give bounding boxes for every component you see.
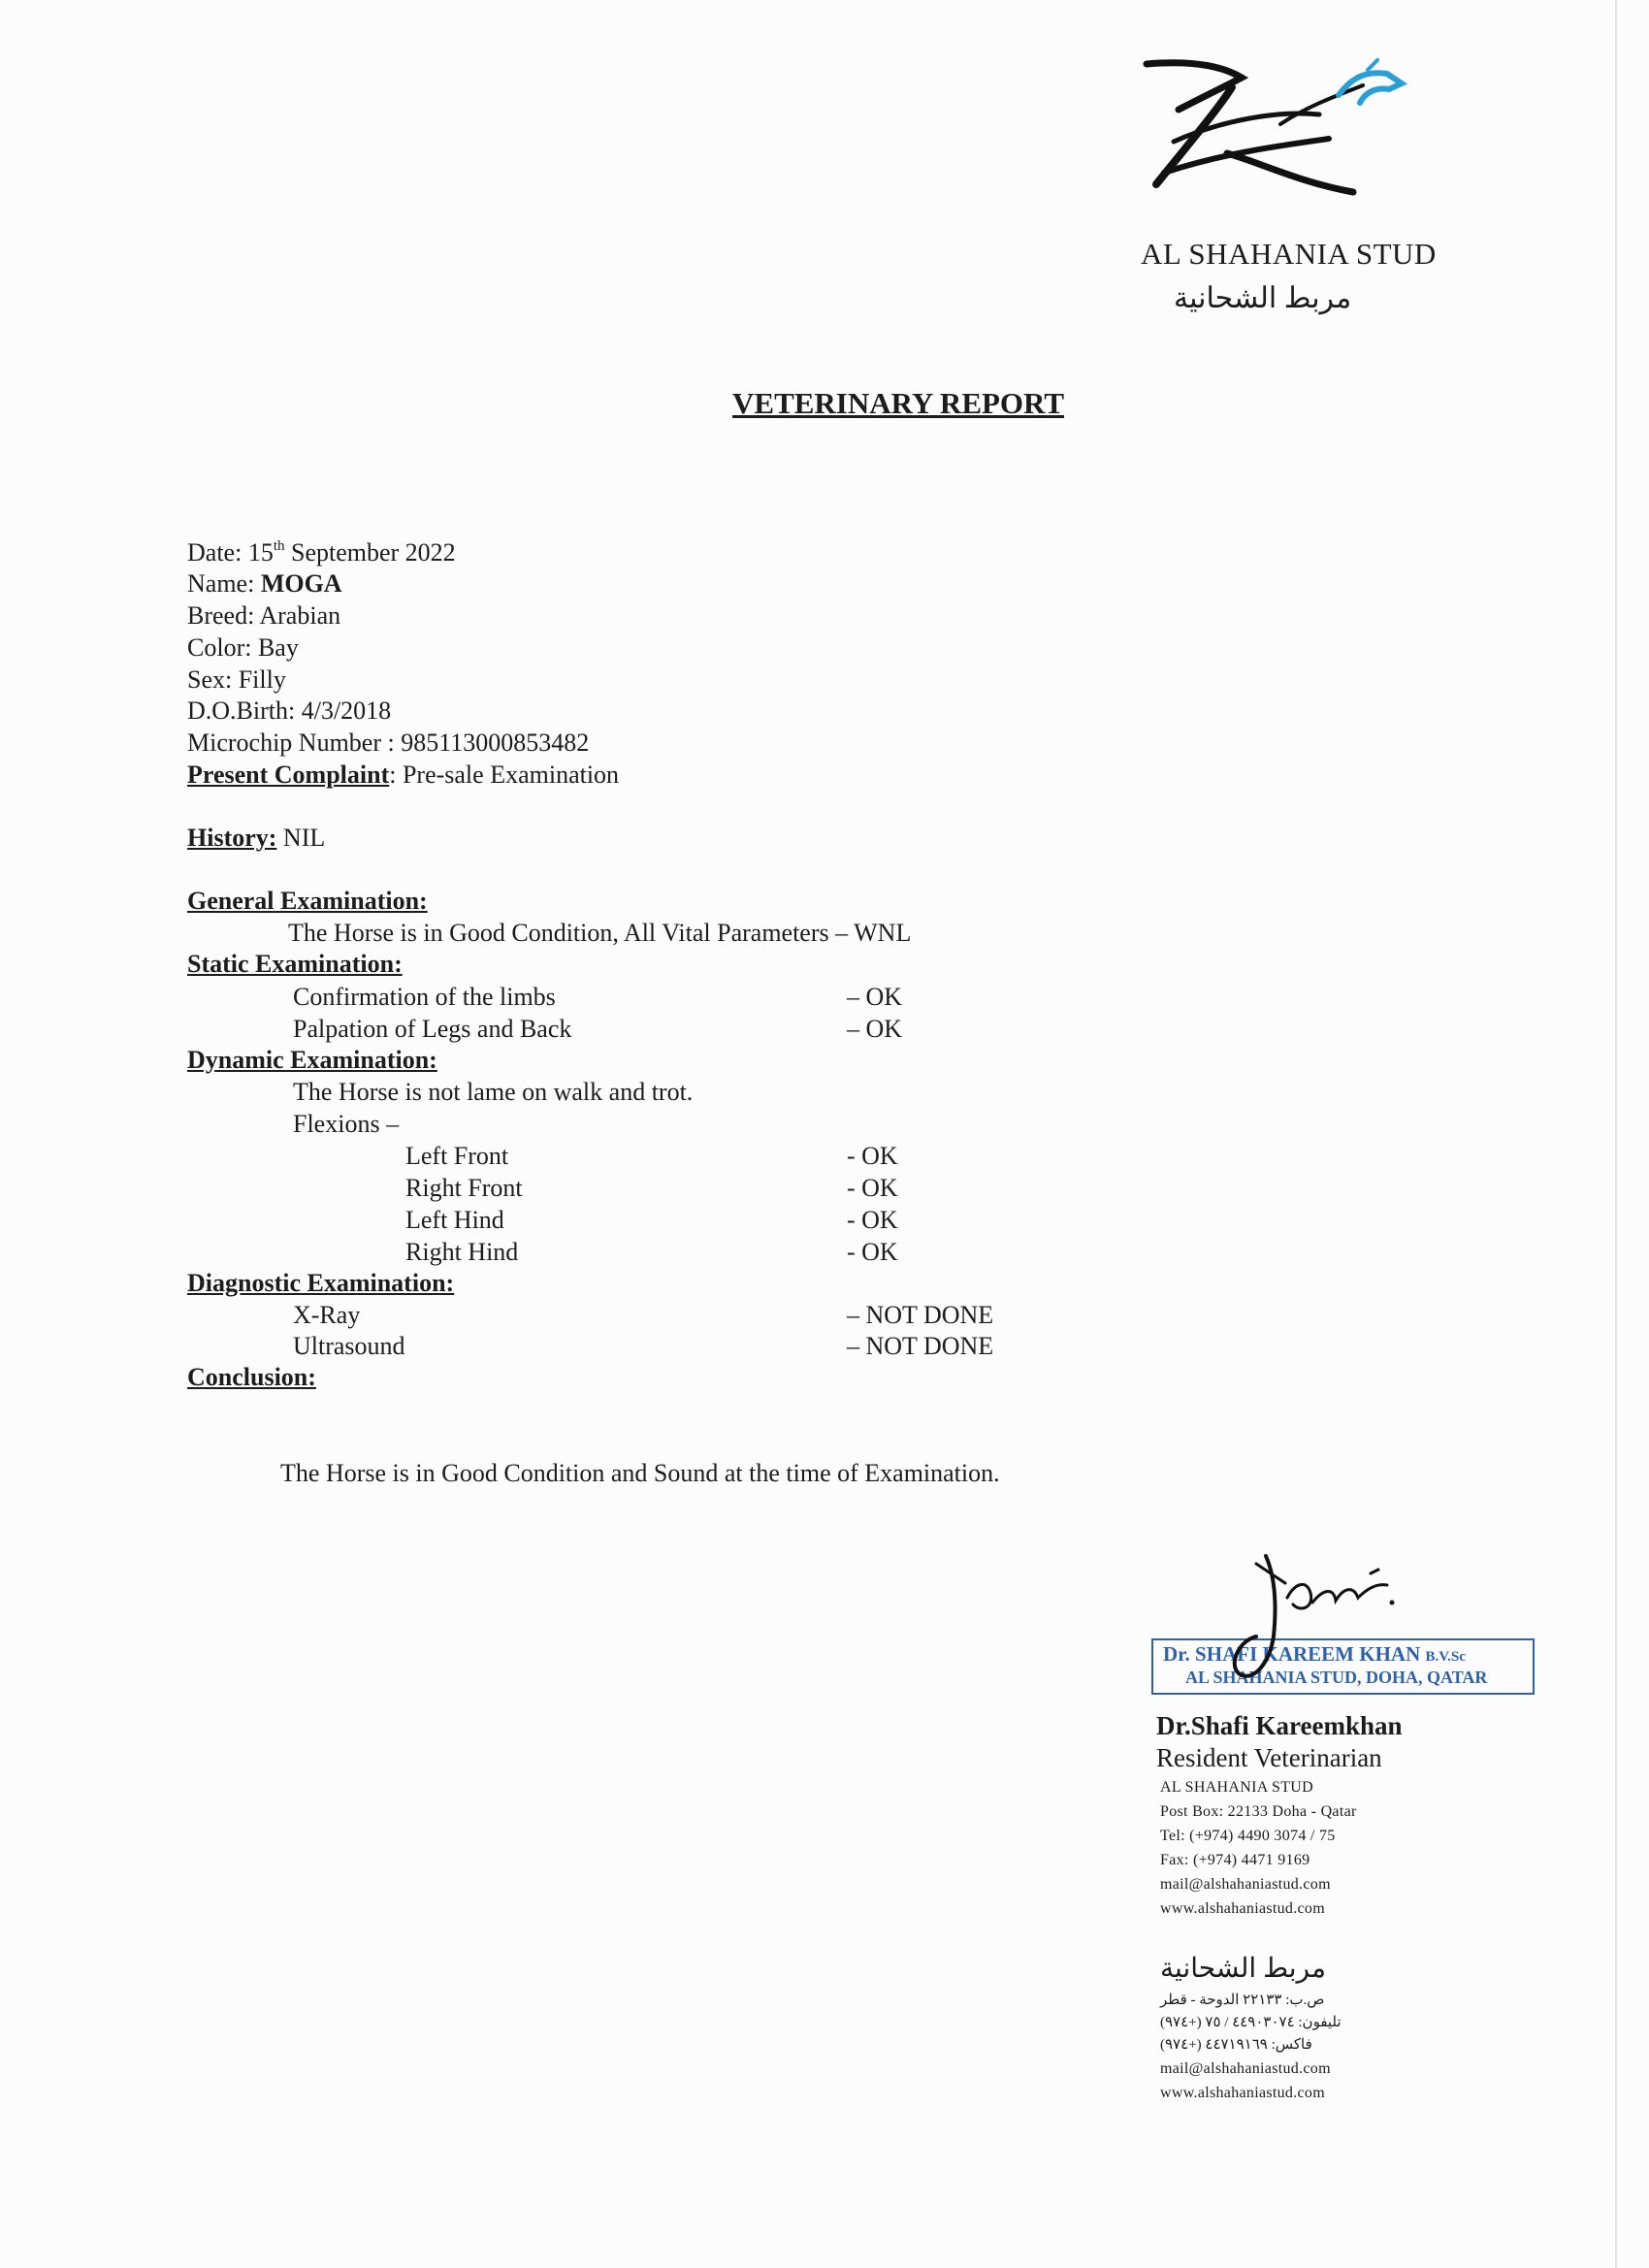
name-field: Name: MOGA <box>187 569 342 598</box>
horse-name: MOGA <box>260 569 342 598</box>
flexion-result: - OK <box>847 1206 898 1234</box>
signer-web: www.alshahaniastud.com <box>1160 1900 1325 1917</box>
arabic-footer-logo: مربط الشحانية <box>1160 1954 1326 1984</box>
signer-mail: mail@alshahaniastud.com <box>1160 1876 1331 1893</box>
dynamic-exam-heading: Dynamic Examination: <box>187 1046 437 1074</box>
breed-field: Breed: Arabian <box>187 601 341 630</box>
conclusion-heading: Conclusion: <box>187 1363 316 1391</box>
dynamic-exam-text: The Horse is not lame on walk and trot. <box>293 1078 694 1106</box>
general-exam-heading: General Examination: <box>187 887 428 915</box>
signer-fax: Fax: (+974) 4471 9169 <box>1160 1852 1310 1868</box>
diagnostic-item-result: – NOT DONE <box>847 1332 994 1360</box>
signer-tel: Tel: (+974) 4490 3074 / 75 <box>1160 1828 1336 1844</box>
report-title: VETERINARY REPORT <box>732 386 1065 420</box>
letterhead-name: AL SHAHANIA STUD <box>1141 237 1437 271</box>
flexion-label: Left Hind <box>405 1206 504 1234</box>
date-field: Date: 15th September 2022 <box>187 538 456 567</box>
flexions-label: Flexions – <box>293 1110 400 1138</box>
history-field: History: NIL <box>187 824 326 852</box>
signer-post: Post Box: 22133 Doha - Qatar <box>1160 1803 1357 1820</box>
arabic-tel: تليفون: ٤٤٩٠٣٠٧٤ / ٧٥ (+٩٧٤) <box>1160 2015 1342 2030</box>
conclusion-text: The Horse is in Good Condition and Sound at the time of Examination. <box>280 1459 1000 1487</box>
signer-org: AL SHAHANIA STUD <box>1160 1779 1313 1796</box>
doctor-stamp: Dr. SHAFI KAREEM KHAN B.V.Sc AL SHAHANIA STUD, DOHA, QATAR <box>1151 1638 1535 1695</box>
flexion-label: Left Front <box>405 1142 509 1170</box>
flexion-result: - OK <box>847 1174 898 1202</box>
static-item-label: Palpation of Legs and Back <box>293 1015 572 1043</box>
dob-field: D.O.Birth: 4/3/2018 <box>187 697 392 725</box>
horse-logo-icon <box>1135 56 1416 211</box>
diagnostic-item-label: Ultrasound <box>293 1332 405 1360</box>
arabic-fax: فاكس: ٤٤٧١٩١٦٩ (+٩٧٤) <box>1160 2037 1312 2053</box>
general-exam-text: The Horse is in Good Condition, All Vital Parameters – WNL <box>288 919 912 947</box>
diagnostic-exam-heading: Diagnostic Examination: <box>187 1269 455 1297</box>
static-item-result: – OK <box>847 983 903 1011</box>
arabic-footer-web: www.alshahaniastud.com <box>1160 2085 1325 2101</box>
letterhead-arabic: مربط الشحانية <box>1174 282 1352 314</box>
flexion-result: - OK <box>847 1142 898 1170</box>
page-edge <box>1615 0 1617 2268</box>
signer-title: Resident Veterinarian <box>1156 1743 1382 1772</box>
arabic-post: ص.ب: ٢٢١٣٣ الدوحة - قطر <box>1160 1993 1325 2008</box>
flexion-label: Right Hind <box>405 1238 519 1266</box>
static-item-label: Confirmation of the limbs <box>293 983 556 1011</box>
static-exam-heading: Static Examination: <box>187 950 403 978</box>
microchip-field: Microchip Number : 985113000853482 <box>187 729 590 757</box>
flexion-result: - OK <box>847 1238 898 1266</box>
signer-name: Dr.Shafi Kareemkhan <box>1156 1711 1403 1740</box>
arabic-footer-mail: mail@alshahaniastud.com <box>1160 2060 1331 2077</box>
static-item-result: – OK <box>847 1015 903 1043</box>
signature-image <box>1198 1544 1450 1690</box>
sex-field: Sex: Filly <box>187 665 286 694</box>
complaint-field: Present Complaint: Pre-sale Examination <box>187 761 620 789</box>
color-field: Color: Bay <box>187 633 299 662</box>
flexion-label: Right Front <box>405 1174 523 1202</box>
diagnostic-item-result: – NOT DONE <box>847 1301 994 1329</box>
diagnostic-item-label: X-Ray <box>293 1301 361 1329</box>
